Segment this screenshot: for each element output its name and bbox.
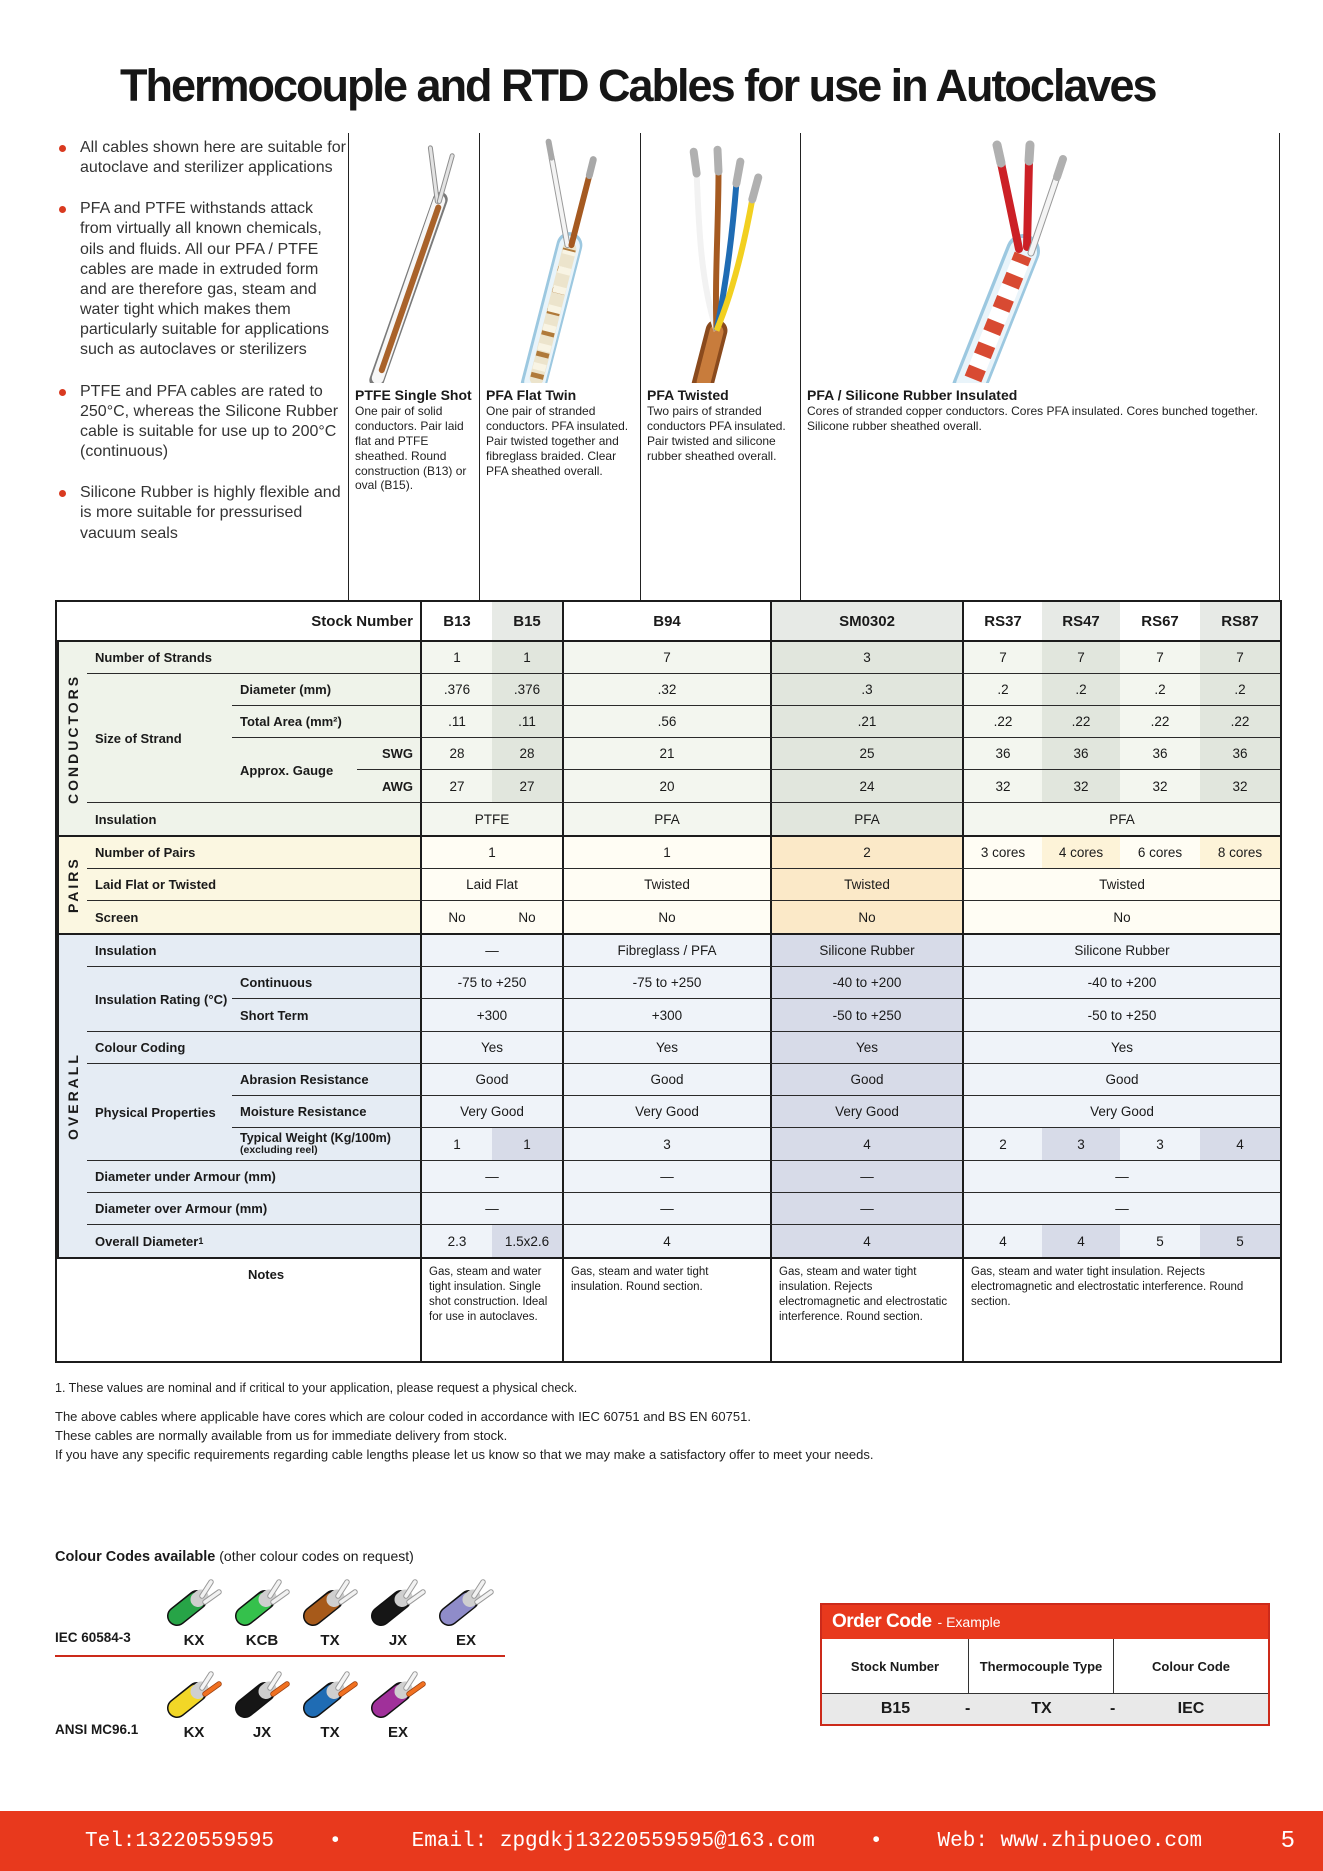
colour-code-item: EX bbox=[432, 1573, 500, 1649]
number-of-pairs-row: Number of Pairs 1 1 2 3 cores 4 cores 6 cores 8 cores bbox=[87, 837, 1280, 869]
bullet-text: Silicone Rubber is highly flexible and is more suitable for pressurised vacuum seals bbox=[80, 484, 341, 542]
swg-row: SWG 28 28 21 25 36 36 36 36 bbox=[357, 738, 1280, 770]
page-title: Thermocouple and RTD Cables for use in Autoclaves bbox=[120, 60, 1156, 111]
cable-end-icon bbox=[366, 1665, 430, 1719]
note-b94: Gas, steam and water tight insulation. Round section. bbox=[564, 1259, 772, 1361]
colour-code-item: KX bbox=[160, 1665, 228, 1741]
column-header-rs37: RS37 bbox=[964, 602, 1042, 640]
bullet-item bbox=[55, 199, 349, 360]
bullet-dot-icon bbox=[59, 490, 66, 497]
colour-code-item: JX bbox=[364, 1573, 432, 1649]
footer-bar bbox=[0, 1811, 1323, 1871]
order-code-col-type: Thermocouple Type bbox=[969, 1639, 1114, 1693]
colour-code-item: KX bbox=[160, 1573, 228, 1649]
typical-weight-row: Typical Weight (Kg/100m) (excluding reel) 1 1 3 4 2 3 3 4 bbox=[232, 1128, 1280, 1160]
diameter-over-armour-row: Diameter over Armour (mm) — — — — bbox=[87, 1193, 1280, 1225]
note-b13-b15: Gas, steam and water tight insulation. Single shot construction. Ideal for use in autoclaves. bbox=[422, 1259, 564, 1361]
diameter-row: Diameter (mm) .376 .376 .32 .3 .2 .2 .2 .2 bbox=[232, 674, 1280, 706]
number-of-strands-row: Number of Strands 1 1 7 3 7 7 7 7 bbox=[87, 642, 1280, 674]
approx-gauge-block: Approx. Gauge SWG 28 28 21 25 36 36 36 36 AWG 27 27 20 24 32 32 32 32 bbox=[232, 738, 1280, 802]
bullet-dot-icon bbox=[59, 145, 66, 152]
cable-type-name: PTFE Single Shot bbox=[355, 387, 472, 403]
pfa-flat-twin-cable-illustration bbox=[480, 133, 640, 383]
cable-end-icon bbox=[230, 1665, 294, 1719]
colour-codes-section bbox=[55, 1548, 655, 1741]
example-thermocouple-type: TX bbox=[1031, 1700, 1052, 1717]
column-header-b15: B15 bbox=[492, 602, 564, 640]
cable-type-card bbox=[480, 133, 641, 600]
stock-number-label: Stock Number bbox=[57, 602, 422, 640]
conductors-side-label: CONDUCTORS bbox=[57, 642, 87, 835]
cable-end-icon bbox=[230, 1573, 294, 1627]
bullet-text: All cables shown here are suitable for autoclave and sterilizer applications bbox=[80, 139, 346, 177]
colour-code-item: TX bbox=[296, 1665, 364, 1741]
ansi-colour-code-row bbox=[55, 1665, 655, 1741]
column-header-rs87: RS87 bbox=[1200, 602, 1280, 640]
colour-code-item: EX bbox=[364, 1665, 432, 1741]
order-code-example-row: B15 TX IEC - - bbox=[822, 1694, 1268, 1724]
feature-bullet-list bbox=[55, 138, 349, 565]
bullet-text: PFA and PTFE withstands attack from virtually all known chemicals, oils and fluids. All our PFA / PTFE cables are made in extruded form and are therefore gas, steam and water tight which makes them particularly suitable for applications such as autoclaves or sterilizers bbox=[80, 200, 330, 359]
short-term-row: Short Term +300 +300 -50 to +250 -50 to +250 bbox=[232, 999, 1280, 1031]
footer-bullet-icon: • bbox=[869, 1829, 883, 1853]
column-header-b94: B94 bbox=[564, 602, 772, 640]
order-code-col-stock: Stock Number bbox=[822, 1639, 969, 1693]
cable-type-description: One pair of solid conductors. Pair laid flat and PTFE sheathed. Round construction (B13) or oval (B15). bbox=[355, 404, 467, 493]
cable-end-icon bbox=[434, 1573, 498, 1627]
note-sm0302: Gas, steam and water tight insulation. Rejects electromagnetic and electrostatic interference. Round section. bbox=[772, 1259, 964, 1361]
column-header-rs47: RS47 bbox=[1042, 602, 1120, 640]
insulation-rating-block: Insulation Rating (°C) Continuous -75 to +250 -75 to +250 -40 to +200 -40 to +200 Short Term +300 +300 -50 to +250 -50 to +250 bbox=[87, 967, 1280, 1032]
cable-type-name: PFA / Silicone Rubber Insulated bbox=[807, 387, 1018, 403]
overall-insulation-row: Insulation — Fibreglass / PFA Silicone Rubber Silicone Rubber bbox=[87, 935, 1280, 967]
order-code-box bbox=[820, 1603, 1270, 1726]
column-header-rs67: RS67 bbox=[1120, 602, 1200, 640]
laid-flat-or-twisted-row: Laid Flat or Twisted Laid Flat Twisted Twisted Twisted bbox=[87, 869, 1280, 901]
footnote-paragraph: The above cables where applicable have cores which are colour coded in accordance with IEC 60751 and BS EN 60751. These cables are normally available from us for immediate delivery from stock. If you have any specific requirements regarding cable lengths please let us know so that we may make a satisfactory offer to meet your needs. bbox=[55, 1409, 874, 1463]
awg-row: AWG 27 27 20 24 32 32 32 32 bbox=[357, 770, 1280, 802]
cable-type-name: PFA Twisted bbox=[647, 387, 729, 403]
physical-properties-block: Physical Properties Abrasion Resistance Good Good Good Good Moisture Resistance Very Good Very Good Very Good Very Good Typical Weight (Kg/100m) (excluding reel) 1 1 3 4 2 3 3 4 bbox=[87, 1064, 1280, 1161]
pairs-section bbox=[57, 837, 1280, 935]
notes-row bbox=[57, 1259, 1280, 1361]
order-code-columns bbox=[822, 1639, 1268, 1694]
abrasion-resistance-row: Abrasion Resistance Good Good Good Good bbox=[232, 1064, 1280, 1096]
bullet-item bbox=[55, 382, 349, 463]
diameter-under-armour-row: Diameter under Armour (mm) — — — — bbox=[87, 1161, 1280, 1193]
iec-colour-code-row bbox=[55, 1573, 655, 1649]
example-colour-code: IEC bbox=[1177, 1700, 1205, 1717]
footer-website: Web: www.zhipuoeo.com bbox=[937, 1829, 1203, 1853]
pfa-silicone-rubber-cable-illustration bbox=[801, 133, 1279, 383]
cable-end-icon bbox=[162, 1573, 226, 1627]
colour-coding-row: Colour Coding Yes Yes Yes Yes bbox=[87, 1032, 1280, 1064]
overall-side-label: OVERALL bbox=[57, 935, 87, 1257]
continuous-row: Continuous -75 to +250 -75 to +250 -40 to +200 -40 to +200 bbox=[232, 967, 1280, 999]
bullet-item bbox=[55, 483, 349, 543]
cable-end-icon bbox=[162, 1665, 226, 1719]
colour-code-item: JX bbox=[228, 1665, 296, 1741]
bullet-text: PTFE and PFA cables are rated to 250°C, whereas the Silicone Rubber cable is suitable for use up to 200°C (continuous) bbox=[80, 382, 339, 461]
cable-types-panel bbox=[348, 133, 1280, 600]
bullet-dot-icon bbox=[59, 206, 66, 213]
colour-codes-heading: Colour Codes available (other colour codes on request) bbox=[55, 1548, 414, 1565]
pfa-twisted-cable-illustration bbox=[641, 133, 800, 383]
pairs-side-label: PAIRS bbox=[57, 837, 87, 933]
order-code-col-colour: Colour Code bbox=[1152, 1658, 1230, 1674]
colour-code-item: KCB bbox=[228, 1573, 296, 1649]
specification-table bbox=[55, 600, 1282, 1363]
cable-type-name: PFA Flat Twin bbox=[486, 387, 577, 403]
column-header-b13: B13 bbox=[422, 602, 492, 640]
cable-type-description: Two pairs of stranded conductors PFA insulated. Pair twisted and silicone rubber sheathed overall. bbox=[647, 404, 786, 463]
cable-type-card bbox=[349, 133, 480, 600]
cable-type-description: One pair of stranded conductors. PFA insulated. Pair twisted together and fibreglass braided. Clear PFA sheathed overall. bbox=[486, 404, 629, 478]
cable-type-description: Cores of stranded copper conductors. Cores PFA insulated. Cores bunched together. Silicone rubber sheathed overall. bbox=[807, 404, 1258, 433]
cable-type-card bbox=[641, 133, 801, 600]
iec-standard-label: IEC 60584-3 bbox=[55, 1630, 131, 1645]
moisture-resistance-row: Moisture Resistance Very Good Very Good Very Good Very Good bbox=[232, 1096, 1280, 1128]
overall-section bbox=[57, 935, 1280, 1259]
conductor-insulation-row: Insulation PTFE PFA PFA PFA bbox=[87, 803, 1280, 835]
stock-number-header-row bbox=[57, 602, 1280, 642]
footnote-1: 1. These values are nominal and if critical to your application, please request a physical check. bbox=[55, 1381, 578, 1395]
cable-type-card bbox=[801, 133, 1279, 600]
page-number: 5 bbox=[1280, 1827, 1295, 1855]
screen-row: Screen No No No No No bbox=[87, 901, 1280, 933]
cable-end-icon bbox=[298, 1665, 362, 1719]
overall-diameter-row: Overall Diameter 1 2.3 1.5x2.6 4 4 4 4 5 5 bbox=[87, 1225, 1280, 1257]
bullet-dot-icon bbox=[59, 389, 66, 396]
size-of-strand-block: Size of Strand Diameter (mm) .376 .376 .32 .3 .2 .2 .2 .2 Total Area (mm²) .11 .11 .56 .21 .22 .22 .22 .22 Approx. Gauge SWG 28 28 21 25 36 36 36 36 AWG 27 27 20 24 32 32 32 32 bbox=[87, 674, 1280, 803]
colour-code-item: TX bbox=[296, 1573, 364, 1649]
divider-line bbox=[55, 1655, 505, 1657]
cable-end-icon bbox=[366, 1573, 430, 1627]
note-rs: Gas, steam and water tight insulation. Rejects electromagnetic and electrostatic interference. Round section. bbox=[964, 1259, 1280, 1361]
cable-end-icon bbox=[298, 1573, 362, 1627]
ansi-standard-label: ANSI MC96.1 bbox=[55, 1722, 139, 1737]
conductors-section bbox=[57, 642, 1280, 837]
footer-email: Email: zpgdkj13220559595@163.com bbox=[411, 1829, 815, 1853]
bullet-item bbox=[55, 138, 349, 178]
footer-bullet-icon: • bbox=[329, 1829, 342, 1853]
example-stock-number: B15 bbox=[880, 1700, 911, 1717]
notes-label: Notes bbox=[57, 1259, 422, 1361]
footer-tel: Tel:13220559595 bbox=[85, 1829, 275, 1853]
column-header-sm0302: SM0302 bbox=[772, 602, 964, 640]
ptfe-single-shot-cable-illustration bbox=[349, 133, 479, 383]
order-code-header: Order Code - Example bbox=[822, 1605, 1268, 1639]
total-area-row: Total Area (mm²) .11 .11 .56 .21 .22 .22 .22 .22 bbox=[232, 706, 1280, 738]
